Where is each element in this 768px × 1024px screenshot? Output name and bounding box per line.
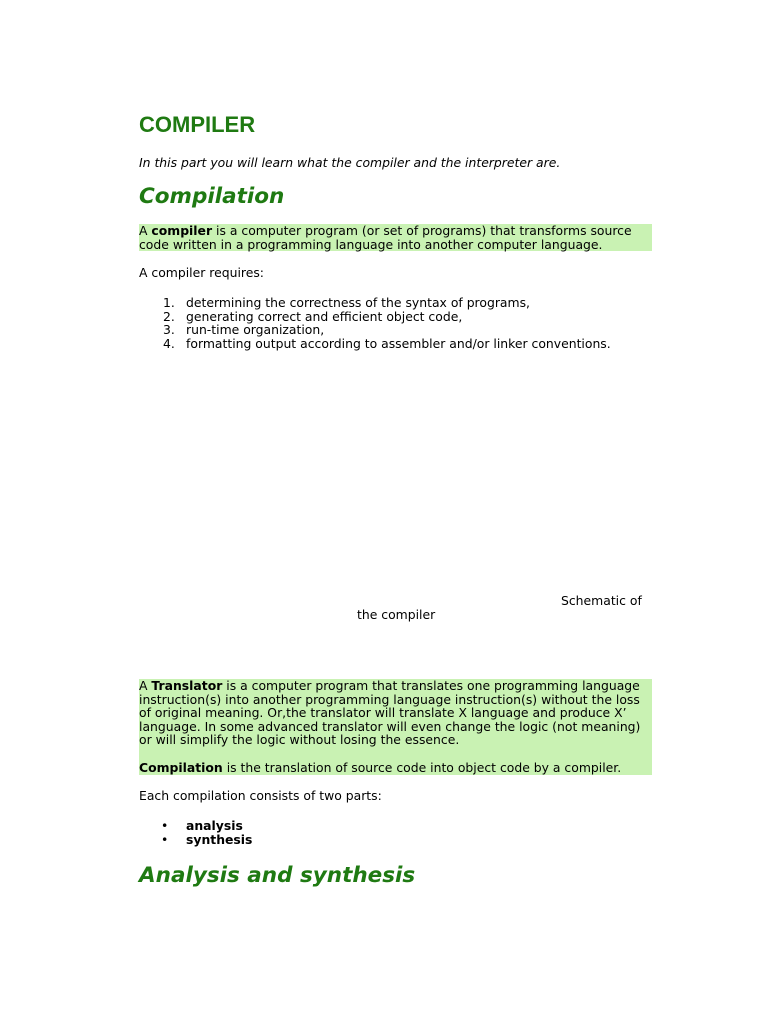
list-item <box>139 296 611 310</box>
list-number: 1. <box>163 295 175 310</box>
list-number: 2. <box>163 308 175 324</box>
translator-definition <box>139 679 652 775</box>
requirements-list <box>139 296 611 350</box>
figure-caption-line1: Schematic of <box>561 593 642 608</box>
bullet-icon: • <box>161 818 169 833</box>
list-item <box>139 337 611 351</box>
requires-intro: A compiler requires: <box>139 265 264 280</box>
list-number: 3. <box>163 322 175 338</box>
compilation-definition-text <box>139 761 652 775</box>
list-item-text: determining the correctness of the syntax of programs, <box>186 295 530 310</box>
paragraph-gap <box>139 747 652 761</box>
list-item-text: analysis <box>186 818 243 833</box>
parts-list <box>139 819 252 846</box>
compiler-definition-text <box>139 224 652 251</box>
definition-term: compiler <box>151 223 213 238</box>
list-item <box>139 323 611 337</box>
definition-body: is a computer program that translates one programming language instruction(s) into another programming language instruction(s) without the loss of original meaning. Or,the translator will translate X language and produce X’ language. In some advanced translator will even change the logic (not meaning) or will simplify the logic without losing the essence. <box>139 678 641 748</box>
list-item-text: generating correct and efficient object code, <box>186 308 463 324</box>
definition-term: Translator <box>151 678 223 693</box>
list-item-text: formatting output according to assembler and/or linker conventions. <box>186 335 611 351</box>
definition-term: Compilation <box>139 759 223 775</box>
list-item-text: synthesis <box>186 831 253 847</box>
list-item <box>139 833 252 847</box>
bullet-icon: • <box>161 831 169 847</box>
definition-prefix: A <box>139 223 152 238</box>
section-heading-analysis: Analysis and synthesis <box>139 863 416 888</box>
list-number: 4. <box>163 335 175 351</box>
list-item-text: run-time organization, <box>186 322 325 338</box>
definition-prefix: A <box>139 678 152 693</box>
figure-caption-line2: the compiler <box>357 607 436 622</box>
definition-body: is a computer program (or set of programs) that transforms source code written in a programming language into another computer language. <box>139 223 632 252</box>
list-item <box>139 819 252 833</box>
definition-body: is the translation of source code into object code by a compiler. <box>222 759 622 775</box>
section-heading-compilation: Compilation <box>139 184 285 209</box>
list-item <box>139 310 611 324</box>
translator-definition-text <box>139 679 652 747</box>
parts-intro: Each compilation consists of two parts: <box>139 788 382 803</box>
intro-text: In this part you will learn what the compiler and the interpreter are. <box>139 155 561 170</box>
compiler-definition <box>139 224 652 251</box>
page-title: COMPILER <box>139 112 256 137</box>
